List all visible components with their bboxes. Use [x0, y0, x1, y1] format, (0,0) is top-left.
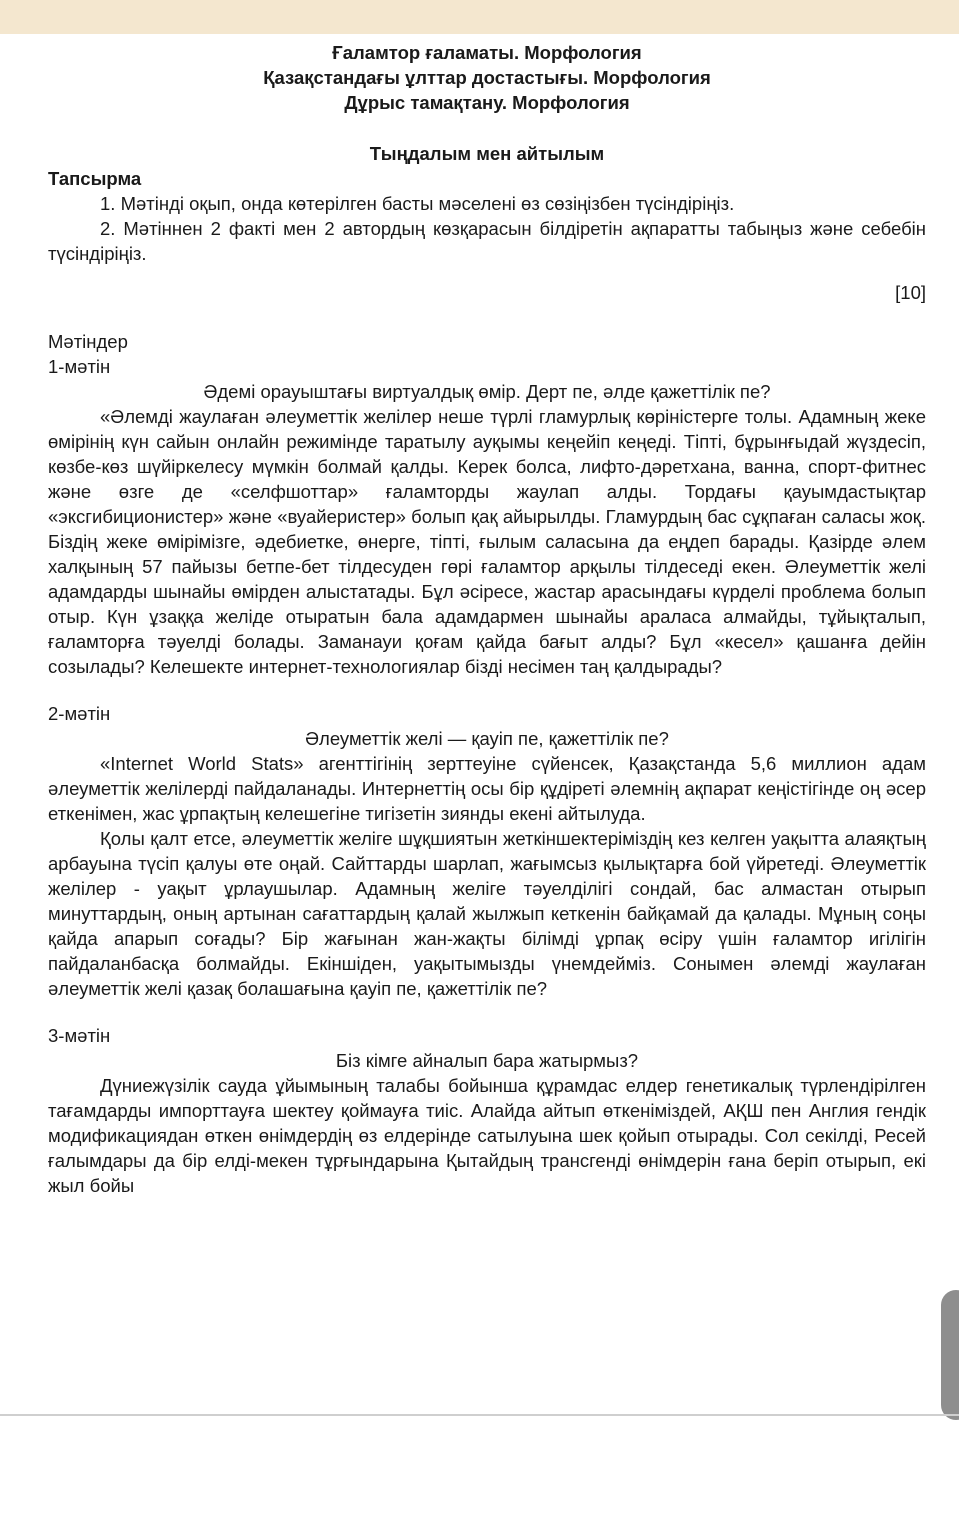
section-heading: Тыңдалым мен айтылым [369, 143, 605, 164]
task-label: Тапсырма [48, 168, 142, 189]
text2-title: Әлеуметтік желі — қауіп пе, қажеттілік пе? [305, 728, 669, 749]
lesson-title-1: Ғаламтор ғаламаты. Морфология [332, 42, 642, 63]
task-item-1: 1. Мәтінді оқып, онда көтерілген басты мәселені өз сөзіңізбен түсіндіріңіз. [100, 193, 735, 214]
texts-label: Мәтіндер [48, 331, 128, 352]
text1-label: 1-мәтін [48, 356, 111, 377]
text2-paragraph-1: «Internet World Stats» агенттігінің зерттеуіне сүйенсек, Қазақстанда 5,6 миллион адам әлеуметтік желілерді пайдаланады. Интернеттің осы бір құдіреті әлемнің ақпарат кеңістігінде оң әсер еткенімен, жас ұрпақтың келешегіне тигізетін зиянды екені айтылуда. [48, 753, 926, 824]
top-bar [0, 0, 959, 34]
task-score: [10] [895, 282, 926, 303]
task-item-2: 2. Мәтіннен 2 факті мен 2 автордың көзқарасын білдіретін ақпаратты табыңыз және себебін түсіндіріңіз. [48, 218, 926, 264]
document-page [48, 34, 926, 1198]
text1-title: Әдемі орауыштағы виртуалдық өмір. Дерт пе, әлде қажеттілік пе? [203, 381, 771, 402]
page-divider [0, 1414, 959, 1416]
text2-label: 2-мәтін [48, 703, 111, 724]
text2-paragraph-2: Қолы қалт етсе, әлеуметтік желіге шұқшиятын жеткіншектеріміздің кез келген уақытта алаяқтың арбауына түсіп қалуы өте оңай. Сайттарды шарлап, жағымсыз қылықтарға бой үйретеді. Әлеуметтік желілер - уақыт ұрлаушылар. Адамның желіге тәуелділігі сондай, бас алмастан отырып минуттардың, оның артынан сағаттардың қалай жылжып кеткенін байқамай да қалады. Мұның соңы қайда апарып соғады? Бір жағынан жан-жақты білімді ұрпақ өсіру үшін ғаламтор игілігін пайдаланбасқа болмайды. Екіншіден, уақытымызды үнемдейміз. Сонымен әлемді жаулаған әлеуметтік желі қазақ болашағына қауіп пе, қажеттілік пе? [48, 828, 926, 999]
lesson-title-3: Дұрыс тамақтану. Морфология [344, 92, 630, 113]
text3-label: 3-мәтін [48, 1025, 111, 1046]
lesson-title-2: Қазақстандағы ұлттар достастығы. Морфология [263, 67, 711, 88]
scroll-handle[interactable] [941, 1290, 959, 1420]
text1-paragraph: «Әлемді жаулаған әлеуметтік желілер неше түрлі гламурлық көріністерге толы. Адамның жеке өмірінің күн сайын онлайн режимінде таратылу ауқымы кеңейіп кеңеді. Тіпті, бұрынғыдай жүздесіп, көзбе-көз шүйіркелесу мүмкін болмай қалды. Керек болса, лифто-дәретхана, ванна, спорт-фитнес және өзге де «селфшоттар» ғаламторды жаулап алды. Тордағы қауымдастықтар «эксгибиционистер» және «вуайеристер» болып қақ айырылды. Гламурдың бас сұқпаған саласы жоқ. Біздің жеке өмірімізге, әдебиетке, өнерге, тіпті, ғылым саласына да еңдеп барады. Қазірде әлем халқының 57 пайызы бетпе-бет тілдесуден гөрі ғаламтор арқылы тілдеседі екен. Әлеуметтік желі адамдарды шынайы өмірден алыстатады. Бұл әсіресе, жастар арасындағы күрделі проблема болып отыр. Күн ұзаққа желіде отыратын бала адамдармен шынайы араласа алмайды, тұйықталып, ғаламторға тәуелді болады. Заманауи қоғам қайда бағыт алды? Бұл «кесел» қашанға дейін созылады? Келешекте интернет-технологиялар бізді несімен таң қалдырады? [48, 406, 926, 677]
text3-title: Біз кімге айналып бара жатырмыз? [335, 1050, 639, 1071]
text3-paragraph: Дүниежүзілік сауда ұйымының талабы бойынша құрамдас елдер генетикалық түрлендірілген тағамдарды импорттауға шектеу қоймауға тиіс. Алайда айтып өткеніміздей, АҚШ пен Англия гендік модификациядан өткен өнімдердің өз елдерінде сатылуына шек қойып отырады. Сол секілді, Ресей ғалымдары да бір елді-мекен тұрғындарына Қытайдың трансгенді өнімдерін ғана беріп отырып, екі жыл бойы [48, 1075, 926, 1196]
